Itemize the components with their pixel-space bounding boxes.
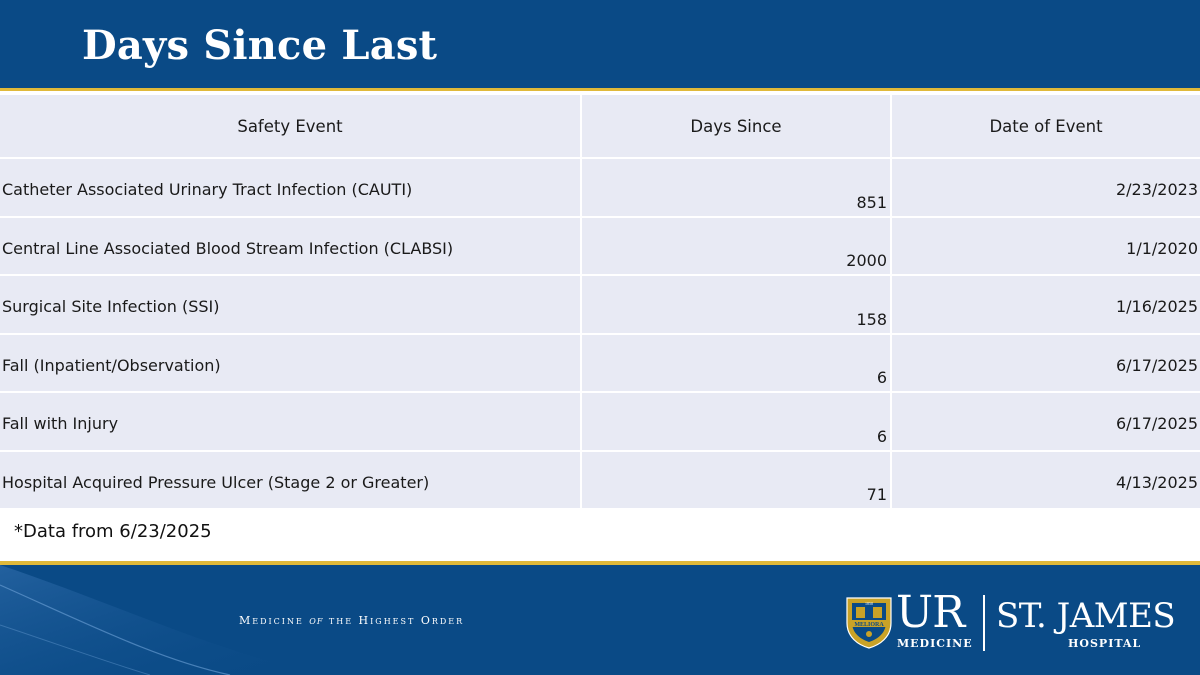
logo-ur: UR (896, 587, 965, 638)
table-header-row (0, 95, 1200, 158)
table-row (0, 275, 1200, 334)
cell-event: Central Line Associated Blood Stream Infection (CLABSI) (0, 217, 581, 276)
table-row (0, 158, 1200, 217)
cell-event: Surgical Site Infection (SSI) (0, 275, 581, 334)
cell-date: 6/17/2025 (891, 334, 1200, 393)
footer-tagline (239, 614, 464, 627)
ur-st-james-logo (840, 587, 1180, 655)
logo-divider (983, 595, 985, 651)
svg-text:MELIORA: MELIORA (854, 622, 884, 628)
cell-days: 2000 (581, 217, 891, 276)
cell-event: Fall (Inpatient/Observation) (0, 334, 581, 393)
cell-days: 71 (581, 451, 891, 510)
table-row (0, 392, 1200, 451)
header-gold-rule (0, 88, 1200, 91)
cell-days: 851 (581, 158, 891, 217)
header-date-of-event: Date of Event (891, 95, 1200, 158)
cell-days: 158 (581, 275, 891, 334)
safety-table-wrapper (0, 95, 1200, 510)
cell-event: Hospital Acquired Pressure Ulcer (Stage 2 or Greater) (0, 451, 581, 510)
cell-event: Catheter Associated Urinary Tract Infection (CAUTI) (0, 158, 581, 217)
logo-hospital: HOSPITAL (1068, 637, 1142, 650)
tagline-of: of (309, 614, 324, 627)
footer-bar (0, 565, 1200, 675)
cell-date: 4/13/2025 (891, 451, 1200, 510)
cell-date: 2/23/2023 (891, 158, 1200, 217)
cell-date: 6/17/2025 (891, 392, 1200, 451)
logo-st-james: ST. JAMES (996, 596, 1176, 636)
cell-date: 1/1/2020 (891, 217, 1200, 276)
header-bar (0, 0, 1200, 88)
logo-medicine: MEDICINE (897, 637, 973, 650)
header-days-since: Days Since (581, 95, 891, 158)
cell-days: 6 (581, 334, 891, 393)
table-row (0, 334, 1200, 393)
cell-date: 1/16/2025 (891, 275, 1200, 334)
tagline-part-1: Medicine (239, 614, 310, 627)
cell-event: Fall with Injury (0, 392, 581, 451)
tagline-part-2: the Highest Order (323, 614, 465, 627)
safety-events-table (0, 95, 1200, 510)
table-row (0, 451, 1200, 510)
data-date-footnote: *Data from 6/23/2025 (14, 521, 212, 542)
table-row (0, 217, 1200, 276)
header-safety-event: Safety Event (0, 95, 581, 158)
cell-days: 6 (581, 392, 891, 451)
svg-text:1850: 1850 (865, 601, 873, 606)
slide-title: Days Since Last (82, 22, 438, 69)
university-seal-icon (844, 595, 894, 649)
